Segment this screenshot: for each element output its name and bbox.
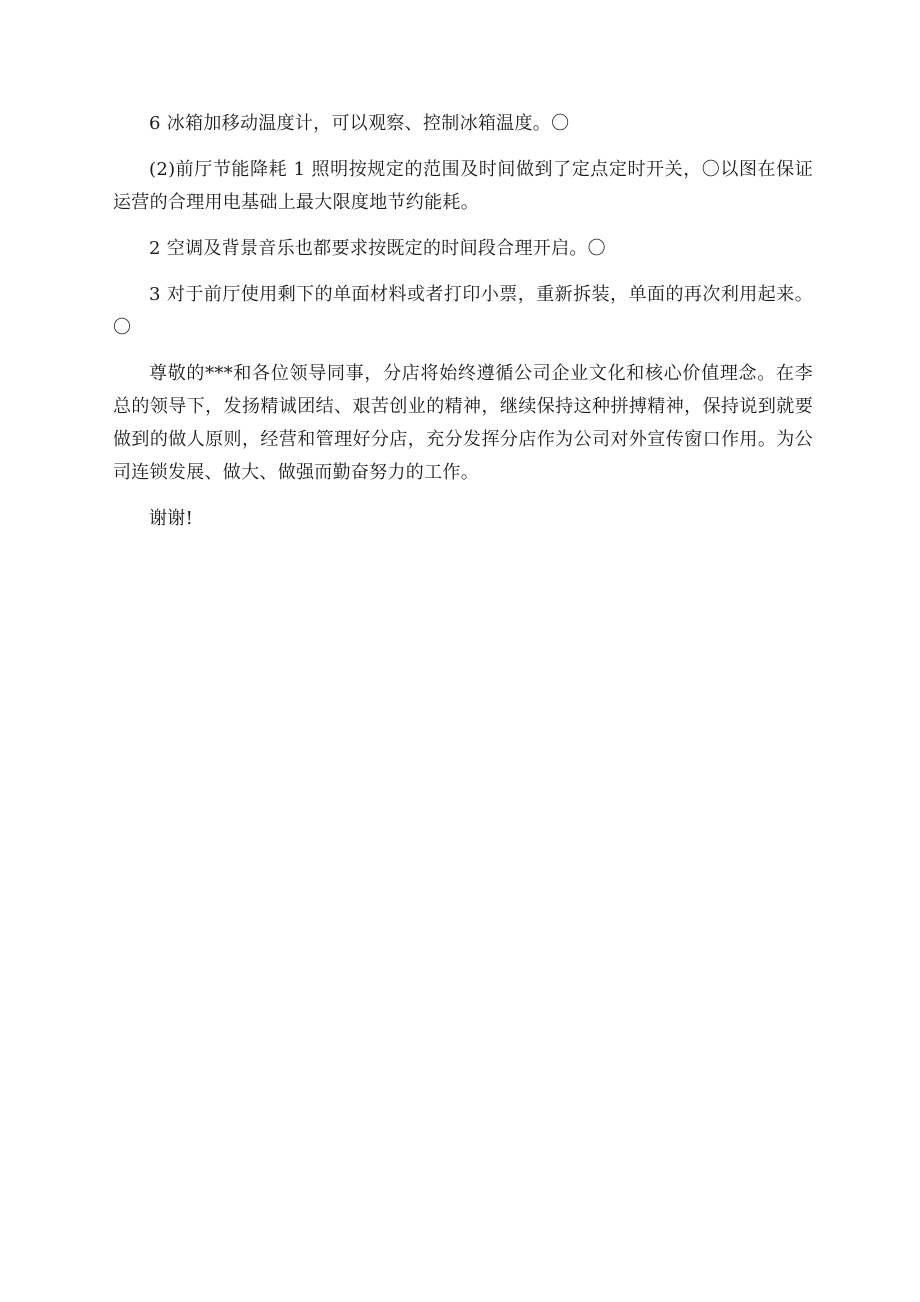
- paragraph-paper-reuse: 3 对于前厅使用剩下的单面材料或者打印小票，重新拆装，单面的再次利用起来。〇: [113, 284, 813, 338]
- paragraph-thanks: 谢谢!: [149, 508, 194, 529]
- document-body: [113, 107, 813, 548]
- paragraph-closing-statement: 尊敬的***和各位领导同事，分店将始终遵循公司企业文化和核心价值理念。在李总的领导下，发扬精诚团结、艰苦创业的精神，继续保持这种拼搏精神，保持说到就要做到的做人原则，经营和管理好分店，充分发挥分店作为公司对外宣传窗口作用。为公司连锁发展、做大、做强而勤奋努力的工作。: [113, 363, 813, 483]
- paragraph-front-hall-energy-saving: (2)前厅节能降耗 1 照明按规定的范围及时间做到了定点定时开关，〇以图在保证运营的合理用电基础上最大限度地节约能耗。: [113, 159, 813, 213]
- paragraph-air-conditioning-music: 2 空调及背景音乐也都要求按既定的时间段合理开启。〇: [149, 238, 606, 259]
- paragraph-fridge-thermometer: 6 冰箱加移动温度计，可以观察、控制冰箱温度。〇: [149, 113, 570, 134]
